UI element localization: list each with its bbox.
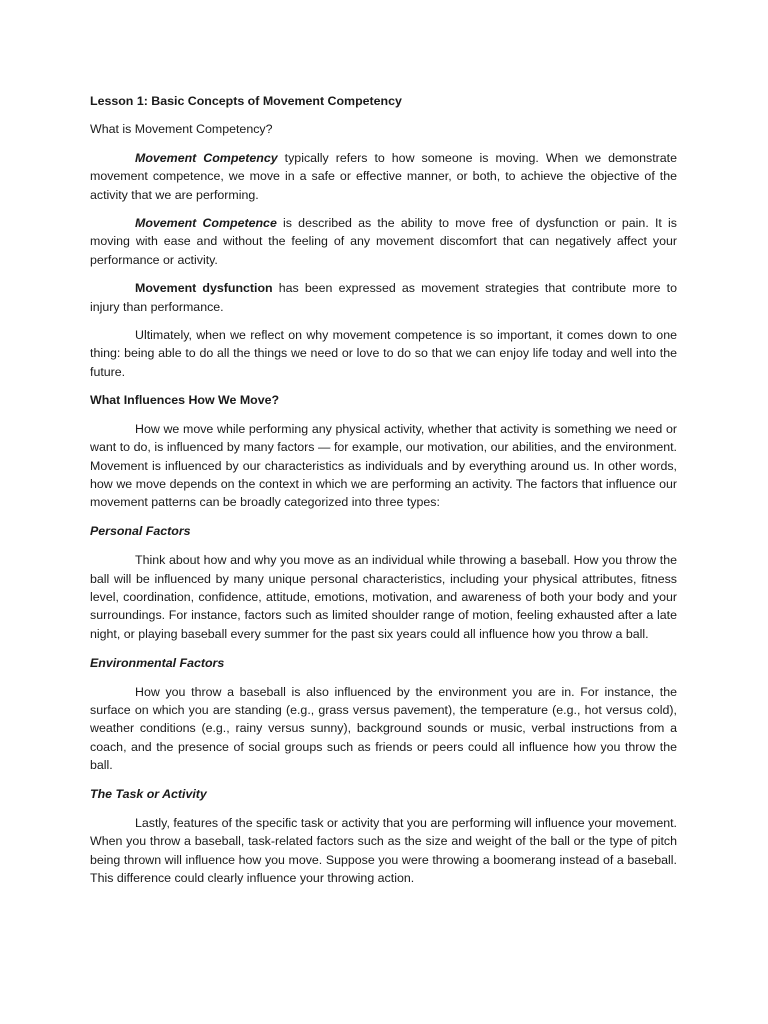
paragraph-movement-dysfunction — [90, 279, 677, 316]
heading-personal-factors: Personal Factors — [90, 524, 191, 539]
paragraph-ultimately: Ultimately, when we reflect on why movement competence is so important, it comes down to one thing: being able to do all the things we need or love to do so that we can enjoy life today and well into the future. — [90, 328, 677, 379]
paragraph-movement-competency — [90, 149, 677, 204]
heading-what-influences: What Influences How We Move? — [90, 393, 280, 408]
paragraph-text: is described as the ability to move free of dysfunction or pain. It is moving with ease and without the feeling of any movement discomfort that can negatively affect your performance or activity. — [90, 216, 677, 267]
paragraph-text: has been expressed as movement strategies that contribute more to injury than performance. — [90, 281, 677, 314]
paragraph-personal-factors: Think about how and why you move as an individual while throwing a baseball. How you throw the ball will be influenced by many unique personal characteristics, including your physical attributes, fitness level, coordination, confidence, attitude, emotions, motivation, and awareness of both your body and your surroundings. For instance, factors such as limited shoulder range of motion, feeling exhausted after a late night, or playing baseball every summer for the past six years could all influence how you throw a ball. — [90, 553, 677, 641]
lesson-title: Lesson 1: Basic Concepts of Movement Competency — [90, 94, 402, 108]
section-question: What is Movement Competency? — [90, 122, 273, 137]
paragraph-influences: How we move while performing any physical activity, whether that activity is something we need or want to do, is influenced by many factors — for example, our motivation, our abilities, and the environment. Movement is influenced by our characteristics as individuals and by everything around us. In other words, how we move depends on the context in which we are performing an activity. The factors that influence our movement patterns can be broadly categorized into three types: — [90, 421, 677, 510]
paragraph-environmental-factors: How you throw a baseball is also influenced by the environment you are in. For instance, the surface on which you are standing (e.g., grass versus pavement), the temperature (e.g., hot versus cold), weather conditions (e.g., rainy versus sunny), background sounds or music, verbal instructions from a coach, and the presence of social groups such as friends or peers could all influence how you throw the ball. — [90, 684, 677, 773]
paragraph-movement-competence — [90, 214, 677, 269]
paragraph-text: typically refers to how someone is moving. When we demonstrate movement competence, we move in a safe or effective manner, or both, to achieve the objective of the activity that we are performing. — [90, 150, 677, 202]
heading-environmental-factors: Environmental Factors — [90, 655, 225, 670]
document-page — [90, 92, 677, 888]
term-movement-competence: Movement Competence — [135, 216, 277, 231]
paragraph-task-or-activity: Lastly, features of the specific task or activity that you are performing will influence your movement. When you throw a baseball, task-related factors such as the size and weight of the ball or the type of pitch being thrown will influence how you move. Suppose you were throwing a boomerang instead of a baseball. This difference could clearly influence your throwing action. — [90, 816, 677, 886]
term-movement-competency: Movement Competency — [135, 150, 278, 165]
term-movement-dysfunction: Movement dysfunction — [135, 281, 273, 296]
heading-task-or-activity: The Task or Activity — [90, 787, 207, 802]
